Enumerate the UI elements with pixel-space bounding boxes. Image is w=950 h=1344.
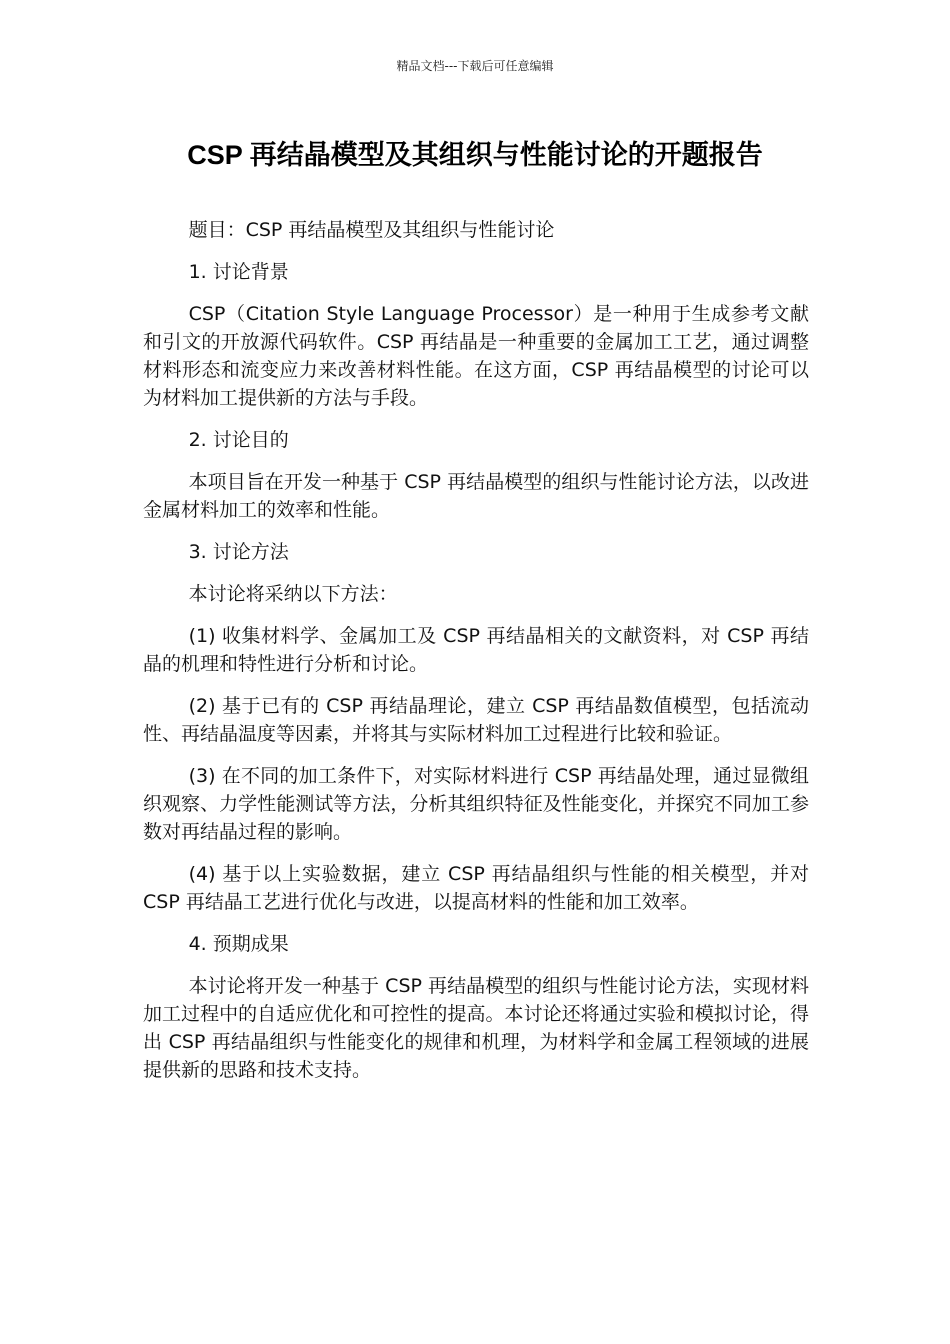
method-item-2: (2) 基于已有的 CSP 再结晶理论，建立 CSP 再结晶数值模型，包括流动性、再结晶温度等因素，并将其与实际材料加工过程进行比较和验证。: [143, 695, 809, 745]
section-heading-methods: 3. 讨论方法: [188, 541, 289, 563]
method-item-4: (4) 基于以上实验数据，建立 CSP 再结晶组织与性能的相关模型，并对 CSP 再结晶工艺进行优化与改进，以提高材料的性能和加工效率。: [143, 863, 809, 913]
background-paragraph: CSP（Citation Style Language Processor）是一种用于生成参考文献和引文的开放源代码软件。CSP 再结晶是一种重要的金属加工工艺，通过调整材料形态和流变应力来改善材料性能。在这方面，CSP 再结晶模型的讨论可以为材料加工提供新的方法与手段。: [143, 303, 809, 409]
method-item-3: (3) 在不同的加工条件下，对实际材料进行 CSP 再结晶处理，通过显微组织观察、力学性能测试等方法，分析其组织特征及性能变化，并探究不同加工参数对再结晶过程的影响。: [143, 765, 809, 843]
subject-line: 题目：CSP 再结晶模型及其组织与性能讨论: [188, 219, 555, 241]
section-heading-outcomes: 4. 预期成果: [188, 933, 289, 955]
purpose-paragraph: 本项目旨在开发一种基于 CSP 再结晶模型的组织与性能讨论方法，以改进金属材料加工的效率和性能。: [143, 471, 809, 521]
document-body: [143, 216, 809, 1098]
header-note: 精品文档---下载后可任意编辑: [396, 59, 554, 73]
methods-intro: 本讨论将采纳以下方法：: [188, 583, 398, 605]
outcomes-paragraph: 本讨论将开发一种基于 CSP 再结晶模型的组织与性能讨论方法，实现材料加工过程中的自适应优化和可控性的提高。本讨论还将通过实验和模拟讨论，得出 CSP 再结晶组织与性能变化的规律和机理，为材料学和金属工程领域的进展提供新的思路和技术支持。: [143, 975, 809, 1081]
section-heading-background: 1. 讨论背景: [188, 261, 289, 283]
method-item-1: (1) 收集材料学、金属加工及 CSP 再结晶相关的文献资料，对 CSP 再结晶的机理和特性进行分析和讨论。: [143, 625, 809, 675]
section-heading-purpose: 2. 讨论目的: [188, 429, 289, 451]
document-title: CSP 再结晶模型及其组织与性能讨论的开题报告: [187, 140, 763, 170]
